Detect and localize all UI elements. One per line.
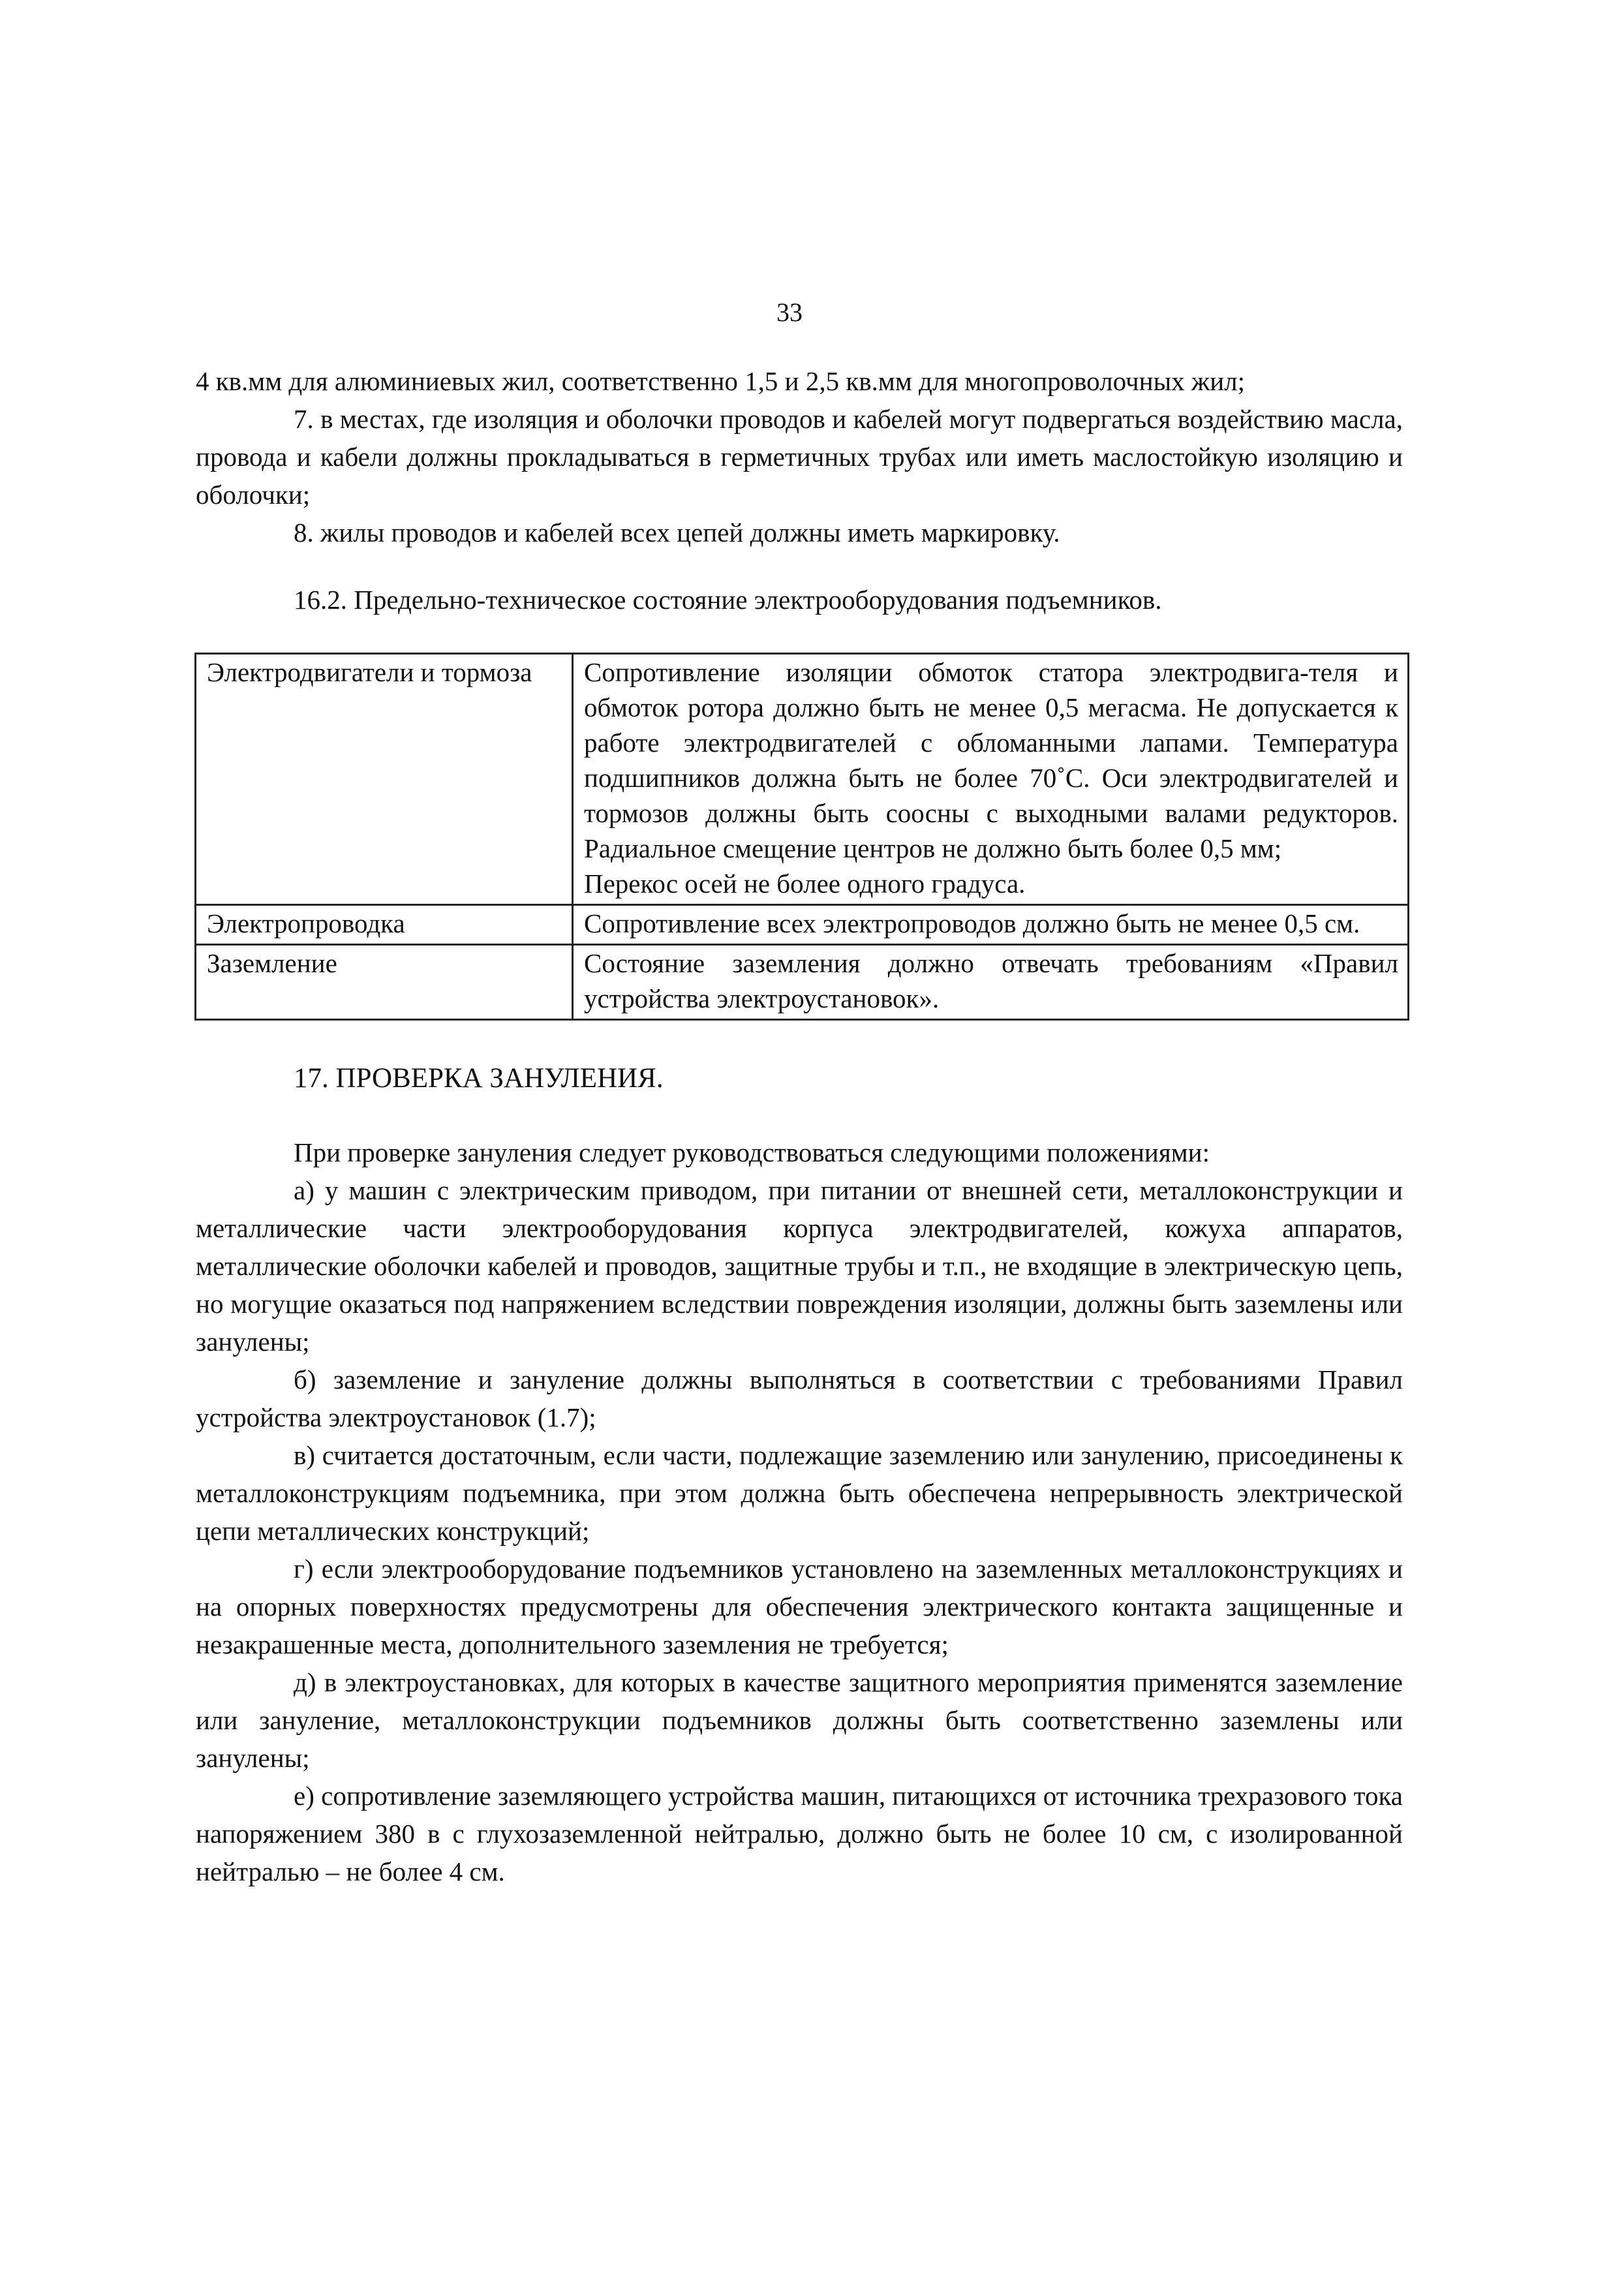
table-cell-name: Заземление: [196, 945, 573, 1020]
table-row: [196, 654, 1409, 905]
list-item: в) считается достаточным, если части, подлежащие заземлению или занулению, присоединены к металлоконструкциям подъемника, при этом должна быть обеспечена непрерывность электрической цепи металлических конструкций;: [196, 1440, 1403, 1546]
equipment-state-table: [194, 653, 1409, 1021]
page-content: [196, 362, 1403, 1890]
table-cell-description: [573, 654, 1409, 905]
paragraph-continuation: 4 кв.мм для алюминиевых жил, соответственно 1,5 и 2,5 кв.мм для многопроволочных жил;: [196, 366, 1246, 396]
list-item: д) в электроустановках, для которых в качестве защитного мероприятия применятся заземление или зануление, металлоконструкции подъемников должны быть соответственно заземлены или занулены;: [196, 1667, 1403, 1773]
list-item: б) заземление и зануление должны выполняться в соответствии с требованиями Правил устройства электроустановок (1.7);: [196, 1364, 1403, 1432]
list-item: г) если электрооборудование подъемников установлено на заземленных металлоконструкциях и на опорных поверхностях предусмотрены для обеспечения электрического контакта защищенные и незакрашенные места, дополнительного заземления не требуется;: [196, 1554, 1403, 1659]
table-cell-name: Электропроводка: [196, 905, 573, 945]
table-cell-name: Электродвигатели и тормоза: [196, 654, 573, 905]
section-lead-paragraph: При проверке зануления следует руководствоваться следующими положениями:: [294, 1137, 1210, 1167]
list-item: а) у машин с электрическим приводом, при питании от внешней сети, металлоконструкции и металлические части электрооборудования корпуса электродвигателей, кожуха аппаратов, металлические оболочки кабелей и проводов, защитные трубы и т.п., не входящие в электрическую цепь, но могущие оказаться под напряжением вследствии повреждения изоляции, должны быть заземлены или занулены;: [196, 1175, 1403, 1357]
table-cell-description: Сопротивление всех электропроводов должно быть не менее 0,5 см.: [573, 905, 1409, 945]
paragraph-item-8: 8. жилы проводов и кабелей всех цепей должны иметь маркировку.: [294, 517, 1060, 547]
table-row: [196, 905, 1409, 945]
table-cell-text: Сопротивление изоляции обмоток статора электродвига-теля и обмоток ротора должно быть не менее 0,5 мегасма. Не допускается к работе электродвигателей с обломанными лапами. Температура подшипников должна быть не более 70˚С. Оси электродвигателей и тормозов должны быть соосны с выходными валами редукторов. Радиальное смещение центров не должно быть более 0,5 мм;: [584, 657, 1398, 863]
subsection-title: 16.2. Предельно-техническое состояние электрооборудования подъемников.: [294, 585, 1162, 615]
list-item: е) сопротивление заземляющего устройства машин, питающихся от источника трехразового тока напоряжением 380 в с глухозаземленной нейтралью, должно быть не более 10 см, с изолированной нейтралью – не более 4 см.: [196, 1781, 1403, 1886]
table-cell-description: Состояние заземления должно отвечать требованиям «Правил устройства электроустановок».: [573, 945, 1409, 1020]
table-row: [196, 945, 1409, 1020]
section-heading: 17. ПРОВЕРКА ЗАНУЛЕНИЯ.: [294, 1063, 664, 1094]
page-number: 33: [776, 298, 803, 327]
table-cell-text-extra: Перекос осей не более одного градуса.: [584, 869, 1026, 899]
paragraph-item-7: 7. в местах, где изоляция и оболочки проводов и кабелей могут подвергаться воздействию масла, провода и кабели должны прокладываться в герметичных трубах или иметь маслостойкую изоляцию и оболочки;: [196, 404, 1403, 510]
